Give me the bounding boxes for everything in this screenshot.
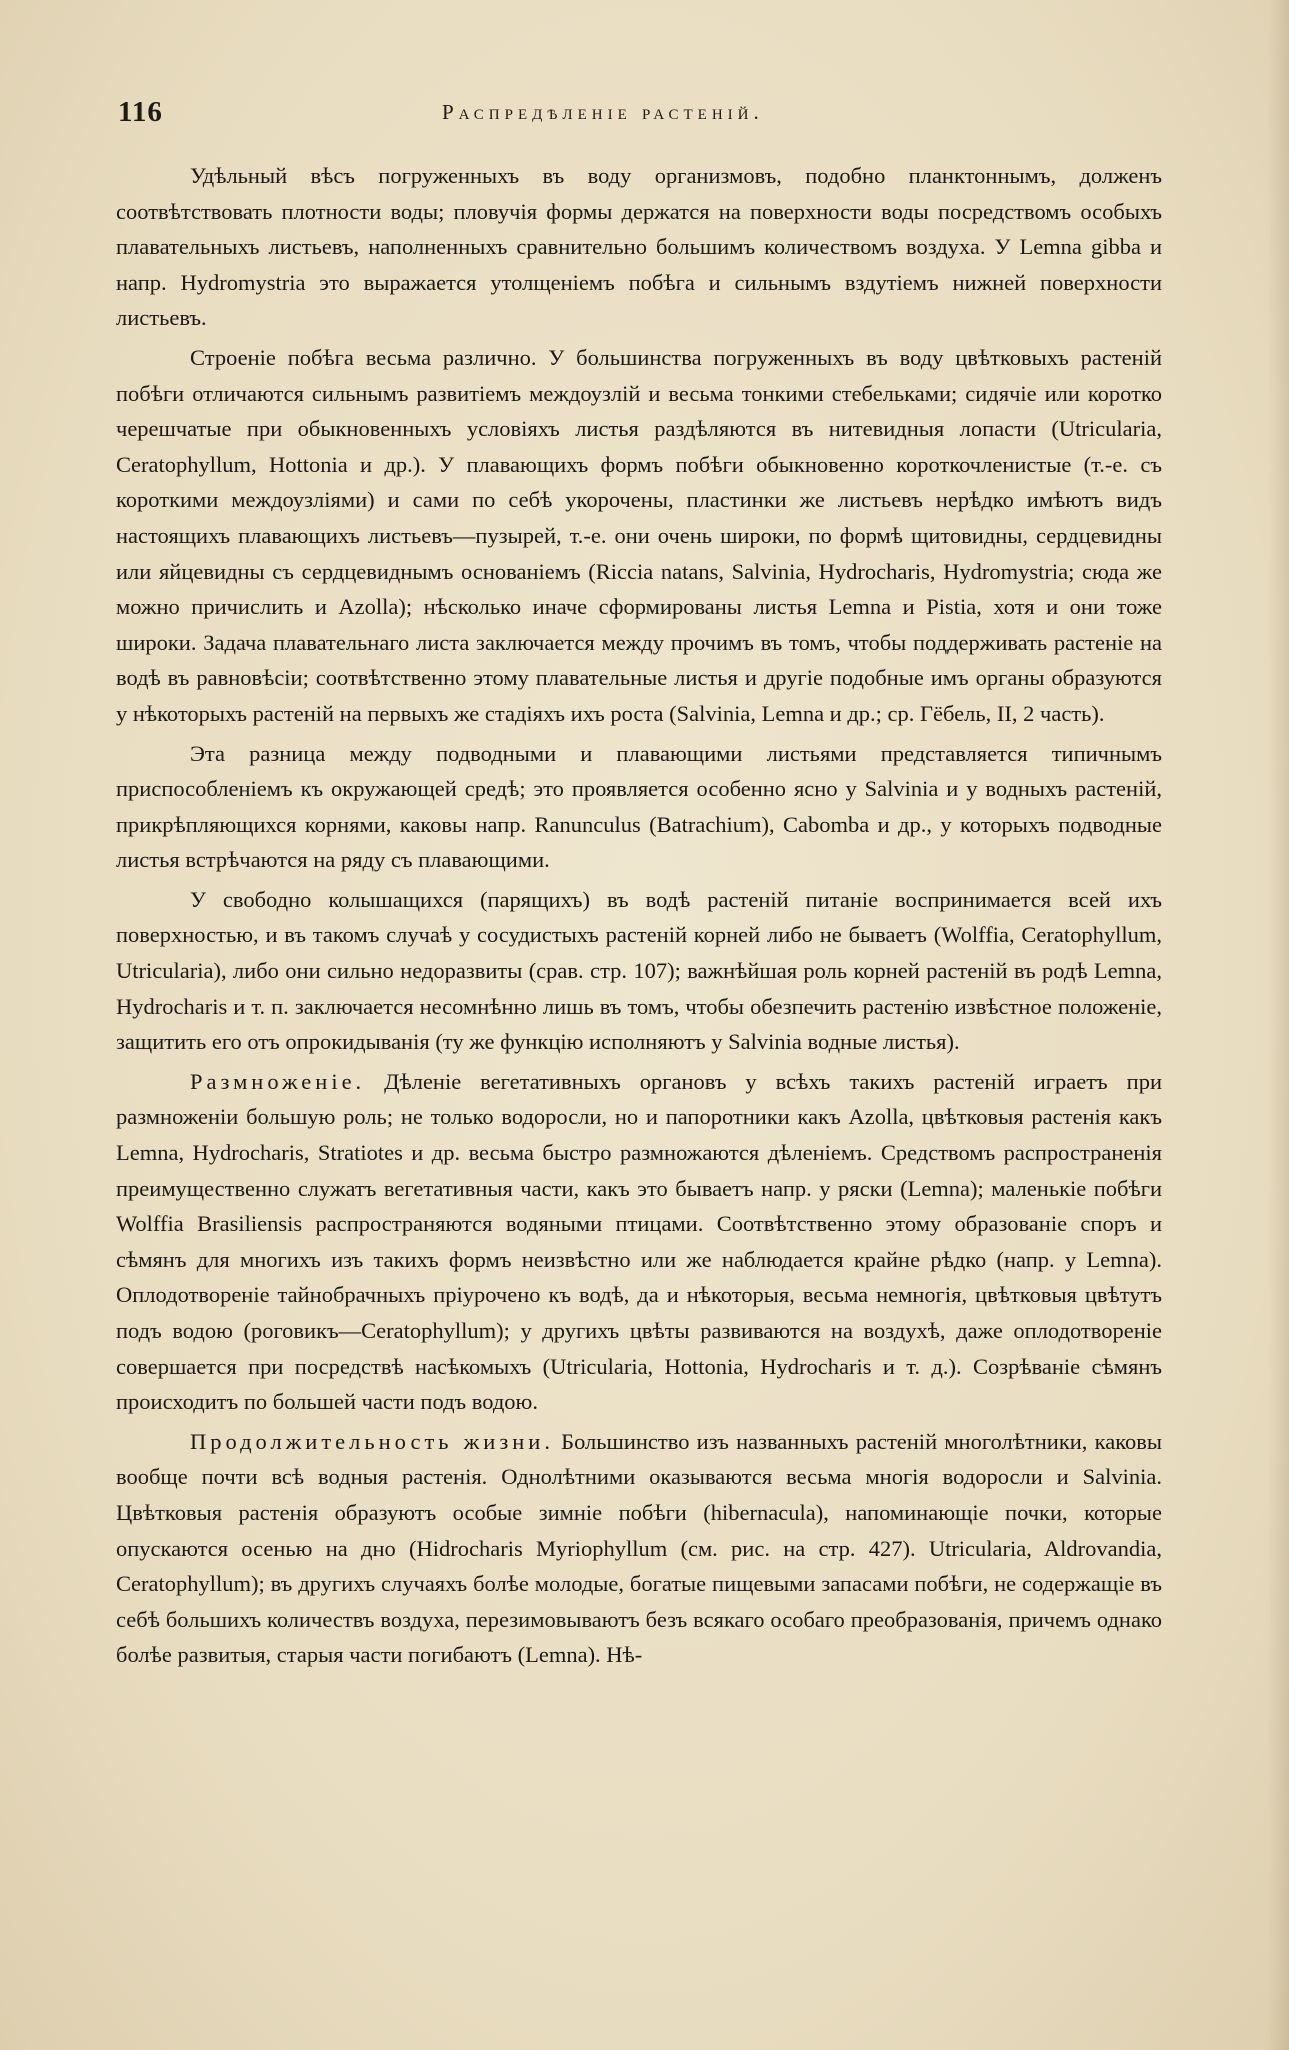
paragraph-text: Дѣленіе вегетативныхъ органовъ у всѣхъ такихъ растеній играетъ при размноженіи большую роль; не только водоросли, но и папоротники какъ Azolla, цвѣтковыя растенія какъ Lemna, Hydrocharis, Stratiotes и др. весьма быстро размножаются дѣленіемъ. Средствомъ распространенія преимущественно служатъ вегетативныя части, какъ это бываетъ напр. у ряски (Lemna); маленькіе побѣги Wolffia Brasiliensis распространяются водяными птицами. Соотвѣтственно этому образованіе споръ и сѣмянъ для многихъ изъ такихъ формъ неизвѣстно или же наблюдается крайне рѣдко (напр. у Lemna). Оплодотвореніе тайнобрачныхъ пріурочено къ водѣ, да и нѣкоторыя, весьма немногія, цвѣтковыя цвѣтутъ подъ водою (роговикъ—Ceratophyllum); у другихъ цвѣты развиваются на воздухѣ, даже оплодотвореніе совершается при посредствѣ насѣкомыхъ (Utricularia, Hottonia, Hydrocharis и т. д.). Созрѣваніе сѣмянъ происходитъ по большей части подъ водою. [116, 1068, 1162, 1415]
page-number: 116 [118, 96, 163, 128]
paragraph [116, 1424, 1162, 1673]
page-header [118, 96, 1268, 136]
page-edge-shadow [1267, 0, 1289, 2050]
paragraph [116, 736, 1162, 878]
paragraph [116, 158, 1162, 336]
section-lead: Размноженіе. [190, 1068, 366, 1094]
paragraph-text: Удѣльный вѣсъ погруженныхъ въ воду организмовъ, подобно планктоннымъ, долженъ соотвѣтствовать плотности воды; пловучія формы держатся на поверхности воды посредствомъ особыхъ плавательныхъ листьевъ, наполненныхъ сравнительно большимъ количествомъ воздуха. У Lemna gibba и напр. Hydromystria это выражается утолщеніемъ побѣга и сильнымъ вздутіемъ нижней поверхности листьевъ. [116, 163, 1162, 331]
body-text [116, 158, 1162, 1673]
paragraph [116, 340, 1162, 732]
paragraph-text: Большинство изъ названныхъ растеній многолѣтники, каковы вообще почти всѣ водныя растенія. Однолѣтними оказываются весьма многія водоросли и Salvinia. Цвѣтковыя растенія образуютъ особые зимніе побѣги (hibernacula), напоминающіе почки, которые опускаются осенью на дно (Hidrocharis Myriophyllum (см. рис. на стр. 427). Utricularia, Aldrovandia, Ceratophyllum); въ другихъ случаяхъ болѣе молодые, богатые пищевыми запасами побѣги, не содержащіе въ себѣ большихъ количествъ воздуха, перезимовываютъ безъ всякаго особаго преобразованія, причемъ однако болѣе развитыя, старыя части погибаютъ (Lemna). Нѣ- [116, 1428, 1162, 1668]
paragraph-text: Строеніе побѣга весьма различно. У большинства погруженныхъ въ воду цвѣтковыхъ растеній побѣги отличаются сильнымъ развитіемъ междоузлій и весьма тонкими стебельками; сидячіе или коротко черешчатые при обыкновенныхъ условіяхъ листья раздѣляются въ нитевидныя лопасти (Utricularia, Ceratophyllum, Hottonia и др.). У плавающихъ формъ побѣги обыкновенно короткочленистые (т.-е. съ короткими междоузліями) и сами по себѣ укорочены, пластинки же листьевъ нерѣдко имѣютъ видъ настоящихъ плавающихъ листьевъ—пузырей, т.-е. они очень широки, по формѣ щитовидны, сердцевидны или яйцевидны съ сердцевиднымъ основаніемъ (Riccia natans, Salvinia, Hydrocharis, Hydromystria; сюда же можно причислить и Azolla); нѣсколько иначе сформированы листья Lemna и Pistia, хотя и они тоже широки. Задача плавательнаго листа заключается между прочимъ въ томъ, чтобы поддерживать растеніе на водѣ въ равновѣсіи; соотвѣтственно этому плавательные листья и другіе подобные имъ органы образуются у нѣкоторыхъ растеній на первыхъ же стадіяхъ ихъ роста (Salvinia, Lemna и др.; ср. Гёбель, II, 2 часть). [116, 344, 1162, 726]
paragraph-text: Эта разница между подводными и плавающими листьями представляется типичнымъ приспособленіемъ къ окружающей средѣ; это проявляется особенно ясно у Salvinia и у водныхъ растеній, прикрѣпляющихся корнями, каковы напр. Ranunculus (Batrachium), Cabomba и др., у которыхъ подводные листья встрѣчаются на ряду съ плавающими. [116, 740, 1162, 873]
paragraph [116, 1064, 1162, 1420]
section-lead: Продолжительность жизни. [190, 1428, 554, 1454]
paragraph-text: У свободно колышащихся (парящихъ) въ водѣ растеній питаніе воспринимается всей ихъ поверхностью, и въ такомъ случаѣ у сосудистыхъ растеній корней либо не бываетъ (Wolffia, Ceratophyllum, Utricularia), либо они сильно недоразвиты (срав. стр. 107); важнѣйшая роль корней растеній въ родѣ Lemna, Hydrocharis и т. п. заключается несомнѣнно лишь въ томъ, чтобы обезпечить растенію извѣстное положеніе, защитить его отъ опрокидыванія (ту же функцію исполняютъ у Salvinia водные листья). [116, 886, 1162, 1055]
running-title: Распредѣленіе растеній. [442, 100, 764, 124]
paragraph [116, 882, 1162, 1060]
